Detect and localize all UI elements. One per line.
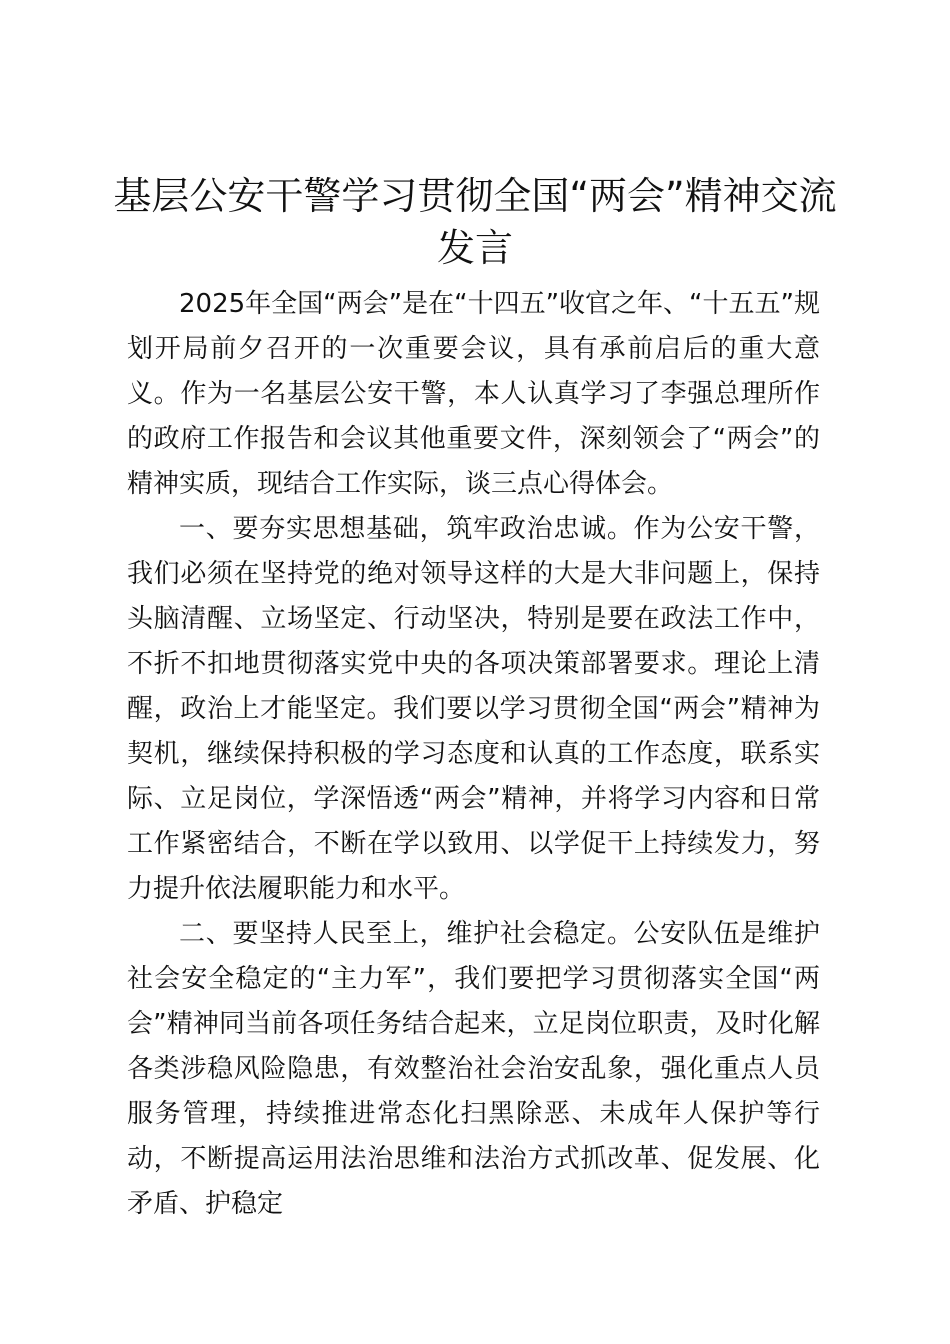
document-body <box>127 282 820 1227</box>
paragraph-point-one: 一、要夯实思想基础，筑牢政治忠诚。作为公安干警，我们必须在坚持党的绝对领导这样的大是大非问题上，保持头脑清醒、立场坚定、行动坚决，特别是要在政法工作中，不折不扣地贯彻落实党中央的各项决策部署要求。理论上清醒，政治上才能坚定。我们要以学习贯彻全国“两会”精神为契机，继续保持积极的学习态度和认真的工作态度，联系实际、立足岗位，学深悟透“两会”精神，并将学习内容和日常工作紧密结合，不断在学以致用、以学促干上持续发力，努力提升依法履职能力和水平。 <box>127 514 820 904</box>
paragraph-point-two: 二、要坚持人民至上，维护社会稳定。公安队伍是维护社会安全稳定的“主力军”，我们要把学习贯彻落实全国“两会”精神同当前各项任务结合起来，立足岗位职责，及时化解各类涉稳风险隐患，有效整治社会治安乱象，强化重点人员服务管理，持续推进常态化扫黑除恶、未成年人保护等行动，不断提高运用法治思维和法治方式抓改革、促发展、化矛盾、护稳定 <box>127 919 820 1219</box>
paragraph-intro: 2025年全国“两会”是在“十四五”收官之年、“十五五”规划开局前夕召开的一次重要会议，具有承前启后的重大意义。作为一名基层公安干警，本人认真学习了李强总理所作的政府工作报告和会议其他重要文件，深刻领会了“两会”的精神实质，现结合工作实际，谈三点心得体会。 <box>127 289 820 499</box>
document-title: 基层公安干警学习贯彻全国“两会”精神交流发言 <box>113 174 837 270</box>
